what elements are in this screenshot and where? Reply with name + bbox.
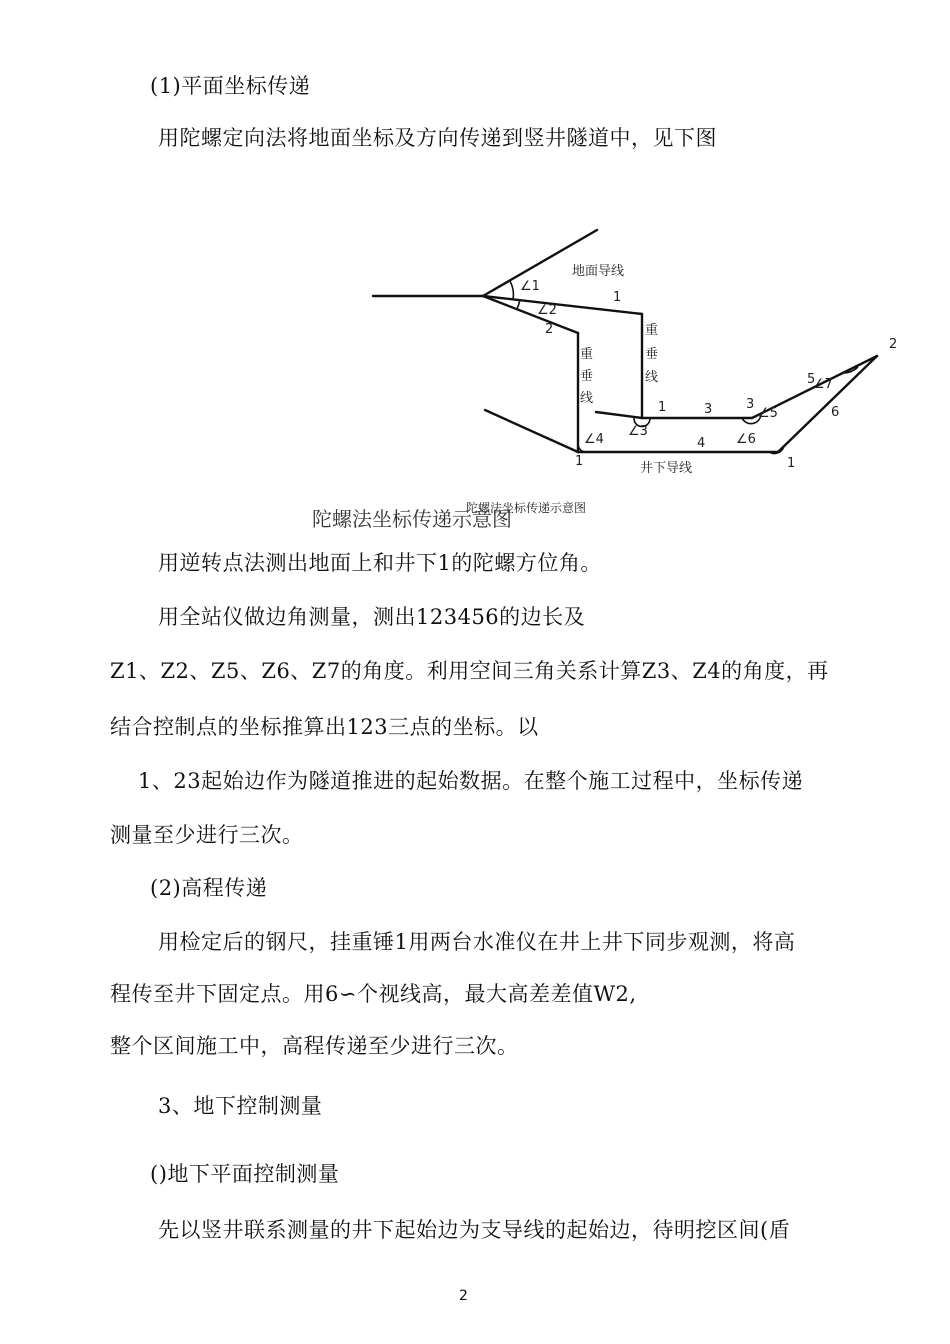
label-angle-7: ∠7 — [813, 377, 833, 392]
label-point-1-right: 1 — [787, 456, 796, 471]
angle-arc — [510, 281, 513, 300]
label-point-1-mid: 1 — [658, 400, 667, 415]
label-plumb-right-3: 线 — [645, 370, 659, 385]
paragraph-line: 用全站仪做边角测量，测出123456的边长及 — [158, 605, 586, 629]
heading-underground-control: 3、地下控制测量 — [158, 1094, 323, 1118]
label-point-1-bottom: 1 — [575, 454, 584, 469]
label-edge-2: 2 — [545, 322, 554, 337]
paragraph-line: 用陀螺定向法将地面坐标及方向传递到竖井隧道中，见下图 — [158, 126, 717, 150]
label-angle-4: ∠4 — [584, 432, 604, 447]
label-angle-1: ∠1 — [520, 279, 540, 294]
label-edge-3: 3 — [704, 402, 713, 417]
heading-underground-plane-control: ()地下平面控制测量 — [150, 1162, 340, 1186]
page-number: 2 — [459, 1288, 468, 1304]
heading-plane-coordinate: (1)平面坐标传递 — [150, 74, 311, 98]
paragraph-line: 结合控制点的坐标推算出123三点的坐标。以 — [110, 715, 539, 739]
label-underground-traverse: 井下导线 — [640, 461, 693, 476]
label-angle-3: ∠3 — [628, 424, 648, 439]
label-edge-4: 4 — [697, 436, 706, 451]
figure-caption: 陀螺法坐标传递示意图 — [312, 507, 512, 531]
label-edge-5: 5 — [807, 372, 816, 387]
label-surface-traverse: 地面导线 — [572, 264, 625, 279]
label-plumb-left-2: 垂 — [580, 369, 594, 384]
label-point-3: 3 — [746, 397, 755, 412]
paragraph-line: 用检定后的钢尺，挂重锤1用两台水准仪在井上井下同步观测，将高 — [158, 930, 796, 954]
label-plumb-left-1: 重 — [580, 347, 594, 362]
diagram-line — [778, 356, 877, 452]
label-plumb-right-2: 垂 — [645, 347, 659, 362]
gyro-diagram — [0, 0, 950, 540]
paragraph-line: 整个区间施工中，高程传递至少进行三次。 — [110, 1034, 519, 1058]
label-edge-6: 6 — [831, 405, 840, 420]
diagram-line — [485, 410, 578, 452]
diagram-line — [483, 230, 597, 296]
label-point-2: 2 — [889, 337, 898, 352]
diagram-line — [596, 412, 642, 418]
label-edge-1: 1 — [613, 290, 622, 305]
paragraph-line: Z1、Z2、Z5、Z6、Z7的角度。利用空间三角关系计算Z3、Z4的角度，再 — [110, 659, 829, 683]
label-plumb-right-1: 重 — [645, 323, 659, 338]
diagram-small-caption: 陀螺法坐标传递示意图 — [466, 501, 587, 515]
heading-elevation: (2)高程传递 — [150, 876, 268, 900]
paragraph-line: 先以竖井联系测量的井下起始边为支导线的起始边，待明挖区间(盾 — [158, 1218, 791, 1242]
label-angle-5: ∠5 — [758, 406, 778, 421]
label-angle-2: ∠2 — [537, 303, 557, 318]
label-angle-6: ∠6 — [736, 432, 756, 447]
paragraph-line: 用逆转点法测出地面上和井下1的陀螺方位角。 — [158, 551, 602, 575]
paragraph-line: 程传至井下固定点。用6∽个视线高，最大高差差值W2, — [110, 982, 637, 1006]
label-plumb-left-3: 线 — [580, 391, 594, 406]
paragraph-line: 测量至少进行三次。 — [110, 823, 304, 847]
paragraph-line: 1、23起始边作为隧道推进的起始数据。在整个施工过程中，坐标传递 — [138, 769, 804, 793]
